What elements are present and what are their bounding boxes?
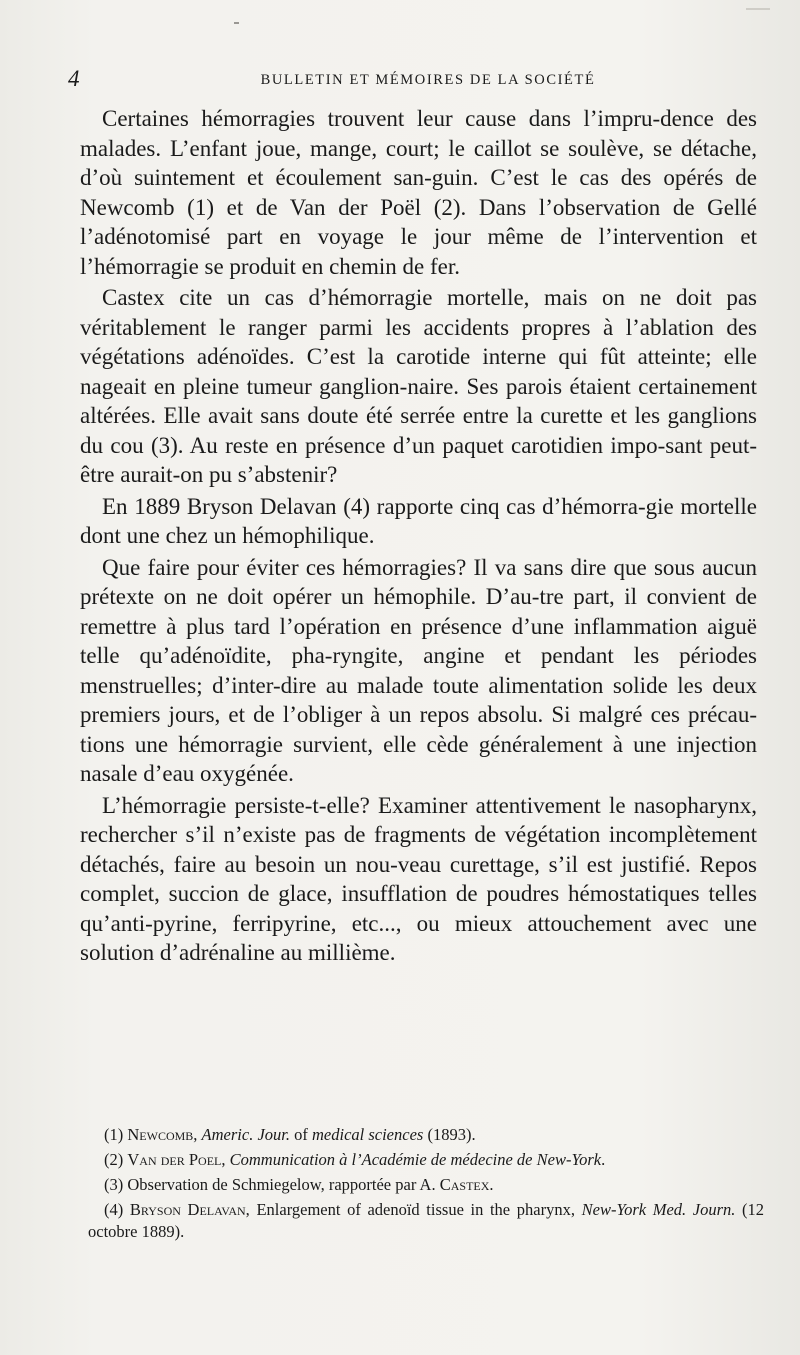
footnotes (88, 1124, 764, 1246)
paragraph: En 1889 Bryson Delavan (4) rapporte cinq cas d’hémorra-gie mortelle dont une chez un hémophilique. (80, 493, 757, 548)
page-number: 4 (68, 66, 80, 91)
footnote-text: Observation de Schmiegelow, rapportée par A. (127, 1175, 436, 1194)
footnote-author: Van der Poel, (127, 1150, 226, 1169)
footnote-title: Communication à l’Académie de médecine de New-York (229, 1150, 602, 1169)
footnote-title: New-York Med. Journ. (581, 1200, 736, 1219)
footnote-text: Enlargement of adenoïd tissue in the pharynx, (256, 1200, 575, 1219)
footnote (88, 1174, 764, 1196)
running-title: BULLETIN ET MÉMOIRES DE LA SOCIÉTÉ (260, 72, 596, 88)
footnote-author: Newcomb, (127, 1125, 198, 1144)
footnote-text: (1893). (423, 1125, 476, 1144)
footnote (88, 1199, 764, 1243)
footnote-author: Castex (439, 1175, 490, 1194)
footnote-text: of (290, 1125, 312, 1144)
page-edge-mark (746, 8, 770, 10)
footnote-number: (1) (104, 1125, 124, 1144)
paragraph: L’hémorragie persiste-t-elle? Examiner attentivement le nasopharynx, rechercher s’il n’existe pas de fragments de végétation incomplètement détachés, faire au besoin un nou-veau curettage, s’il est justifié. Repos complet, succion de glace, insufflation de poudres hémostatiques telles qu’anti-pyrine, ferripyrine, etc..., ou mieux attouchement avec une solution d’adrénaline au millième. (80, 792, 757, 965)
paragraph: Castex cite un cas d’hémorragie mortelle, mais on ne doit pas véritablement le ranger parmi les accidents propres à l’ablation des végétations adénoïdes. C’est la carotide interne qui fût atteinte; elle nageait en pleine tumeur ganglion-naire. Ses parois étaient certainement altérées. Elle avait sans doute été serrée entre la curette et les ganglions du cou (3). Au reste en présence d’un paquet carotidien impo-sant peut-être aurait-on pu s’abstenir? (80, 285, 757, 487)
footnote-text: . (601, 1150, 606, 1169)
running-head (68, 66, 748, 92)
footnote (88, 1149, 764, 1171)
footnote-number: (4) (104, 1200, 124, 1219)
footnote-number: (3) (104, 1175, 124, 1194)
footnote-text: . (489, 1175, 494, 1194)
paragraph: Certaines hémorragies trouvent leur cause dans l’impru-dence des malades. L’enfant joue, mange, court; le caillot se soulève, se détache, d’où suintement et écoulement san-guin. C’est le cas des opérés de Newcomb (1) et de Van der Poël (2). Dans l’observation de Gellé l’adénotomisé part en voyage le jour même de l’intervention et l’hémorragie se produit en chemin de fer. (80, 106, 757, 279)
footnote-text: (12 octobre 1889). (88, 1200, 765, 1241)
footnote (88, 1124, 764, 1146)
footnote-title: medical sciences (312, 1125, 424, 1144)
paragraph: Que faire pour éviter ces hémorragies? Il va sans dire que sous aucun prétexte on ne doit opérer un hémophile. D’au-tre part, il convient de remettre à plus tard l’opération en présence d’une inflammation aiguë telle qu’adénoïdite, pha-ryngite, angine et pendant les périodes menstruelles; d’inter-dire au malade toute alimentation solide les deux premiers jours, et de l’obliger à un repos absolu. Si malgré ces précau-tions une hémorragie survient, elle cède généralement à une injection nasale d’eau oxygénée. (80, 554, 757, 786)
page-speck (234, 22, 239, 24)
body-text (80, 104, 757, 970)
footnote-author: Bryson Delavan, (129, 1200, 250, 1219)
footnote-number: (2) (104, 1150, 124, 1169)
footnote-title: Americ. Jour. (201, 1125, 290, 1144)
